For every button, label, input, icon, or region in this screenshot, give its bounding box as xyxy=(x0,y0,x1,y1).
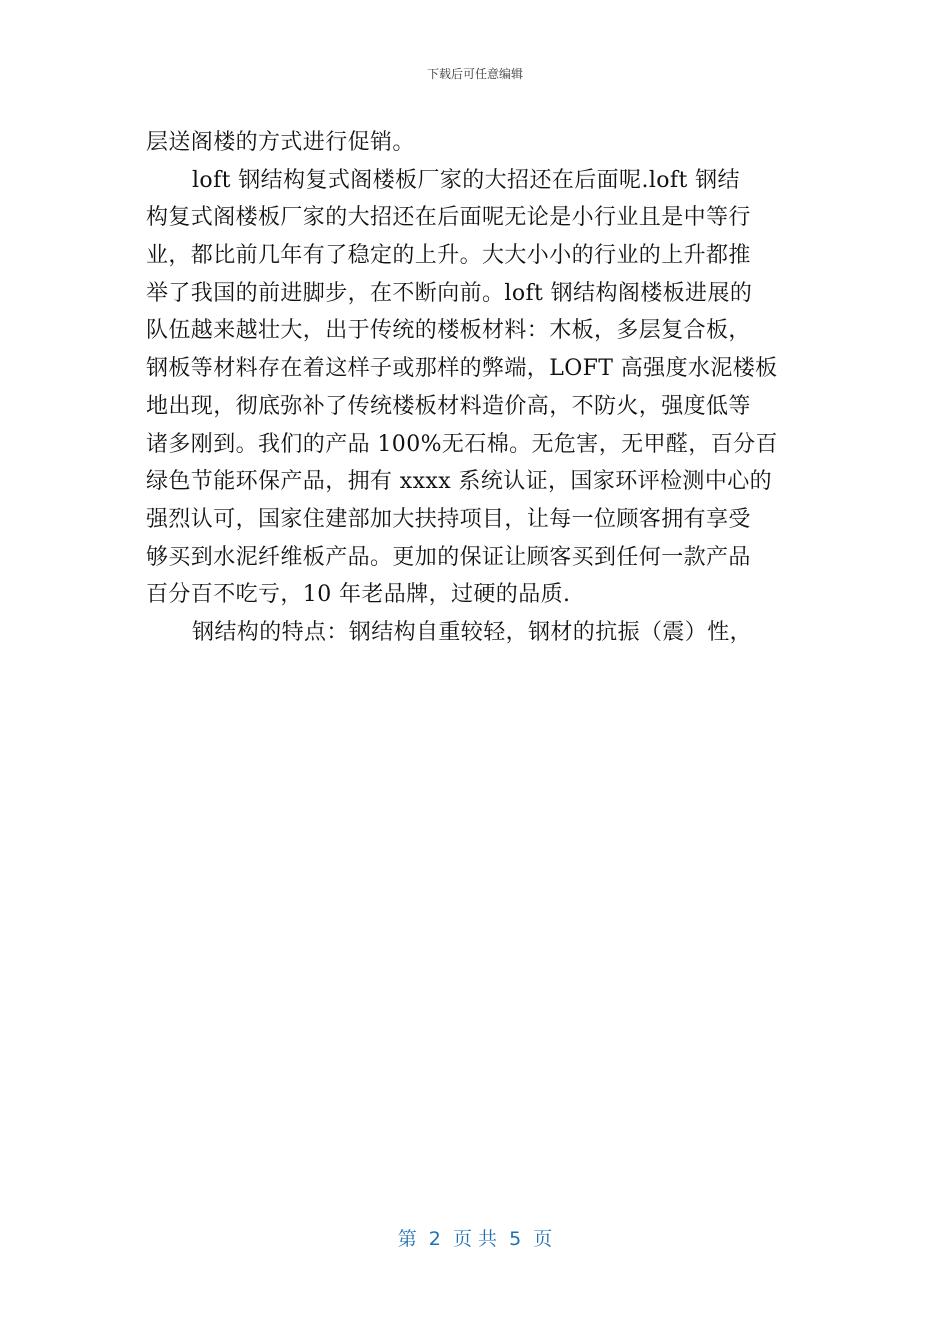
text-line: 举了我国的前进脚步，在不断向前。loft 钢结构阁楼板进展的 xyxy=(146,280,753,306)
text-line: 地出现，彻底弥补了传统楼板材料造价高，不防火，强度低等 xyxy=(146,393,751,419)
text-line: 构复式阁楼板厂家的大招还在后面呢无论是小行业且是中等行 xyxy=(146,205,751,231)
page-number-footer: 第 2 页 共 5 页 xyxy=(397,1228,553,1250)
text-line: 百分百不吃亏，10 年老品牌，过硬的品质. xyxy=(146,582,571,608)
text-line: 业，都比前几年有了稳定的上升。大大小小的行业的上升都推 xyxy=(146,243,751,269)
paragraph-loft-intro xyxy=(146,162,806,614)
text-line: loft 钢结构复式阁楼板厂家的大招还在后面呢.loft 钢结 xyxy=(192,167,740,193)
text-line: 诸多刚到。我们的产品 100%无石棉。无危害，无甲醛，百分百 xyxy=(146,431,778,457)
text-line: 钢板等材料存在着这样子或那样的弊端，LOFT 高强度水泥楼板 xyxy=(146,356,778,382)
document-body xyxy=(146,124,806,652)
text-line: 钢结构的特点：钢结构自重较轻，钢材的抗振（震）性， xyxy=(192,619,753,645)
paragraph-continuation xyxy=(146,124,806,162)
text-line: 绿色节能环保产品，拥有 xxxx 系统认证，国家环评检测中心的 xyxy=(146,469,773,495)
page-header: 下载后可任意编辑 xyxy=(426,67,523,81)
paragraph-steel-features xyxy=(146,614,806,652)
text-line: 队伍越来越壮大，出于传统的楼板材料：木板，多层复合板， xyxy=(146,318,751,344)
text-line: 够买到水泥纤维板产品。更加的保证让顾客买到任何一款产品 xyxy=(146,544,751,570)
text-line: 层送阁楼的方式进行促销。 xyxy=(146,130,415,155)
text-line: 强烈认可，国家住建部加大扶持项目，让每一位顾客拥有享受 xyxy=(146,506,751,532)
